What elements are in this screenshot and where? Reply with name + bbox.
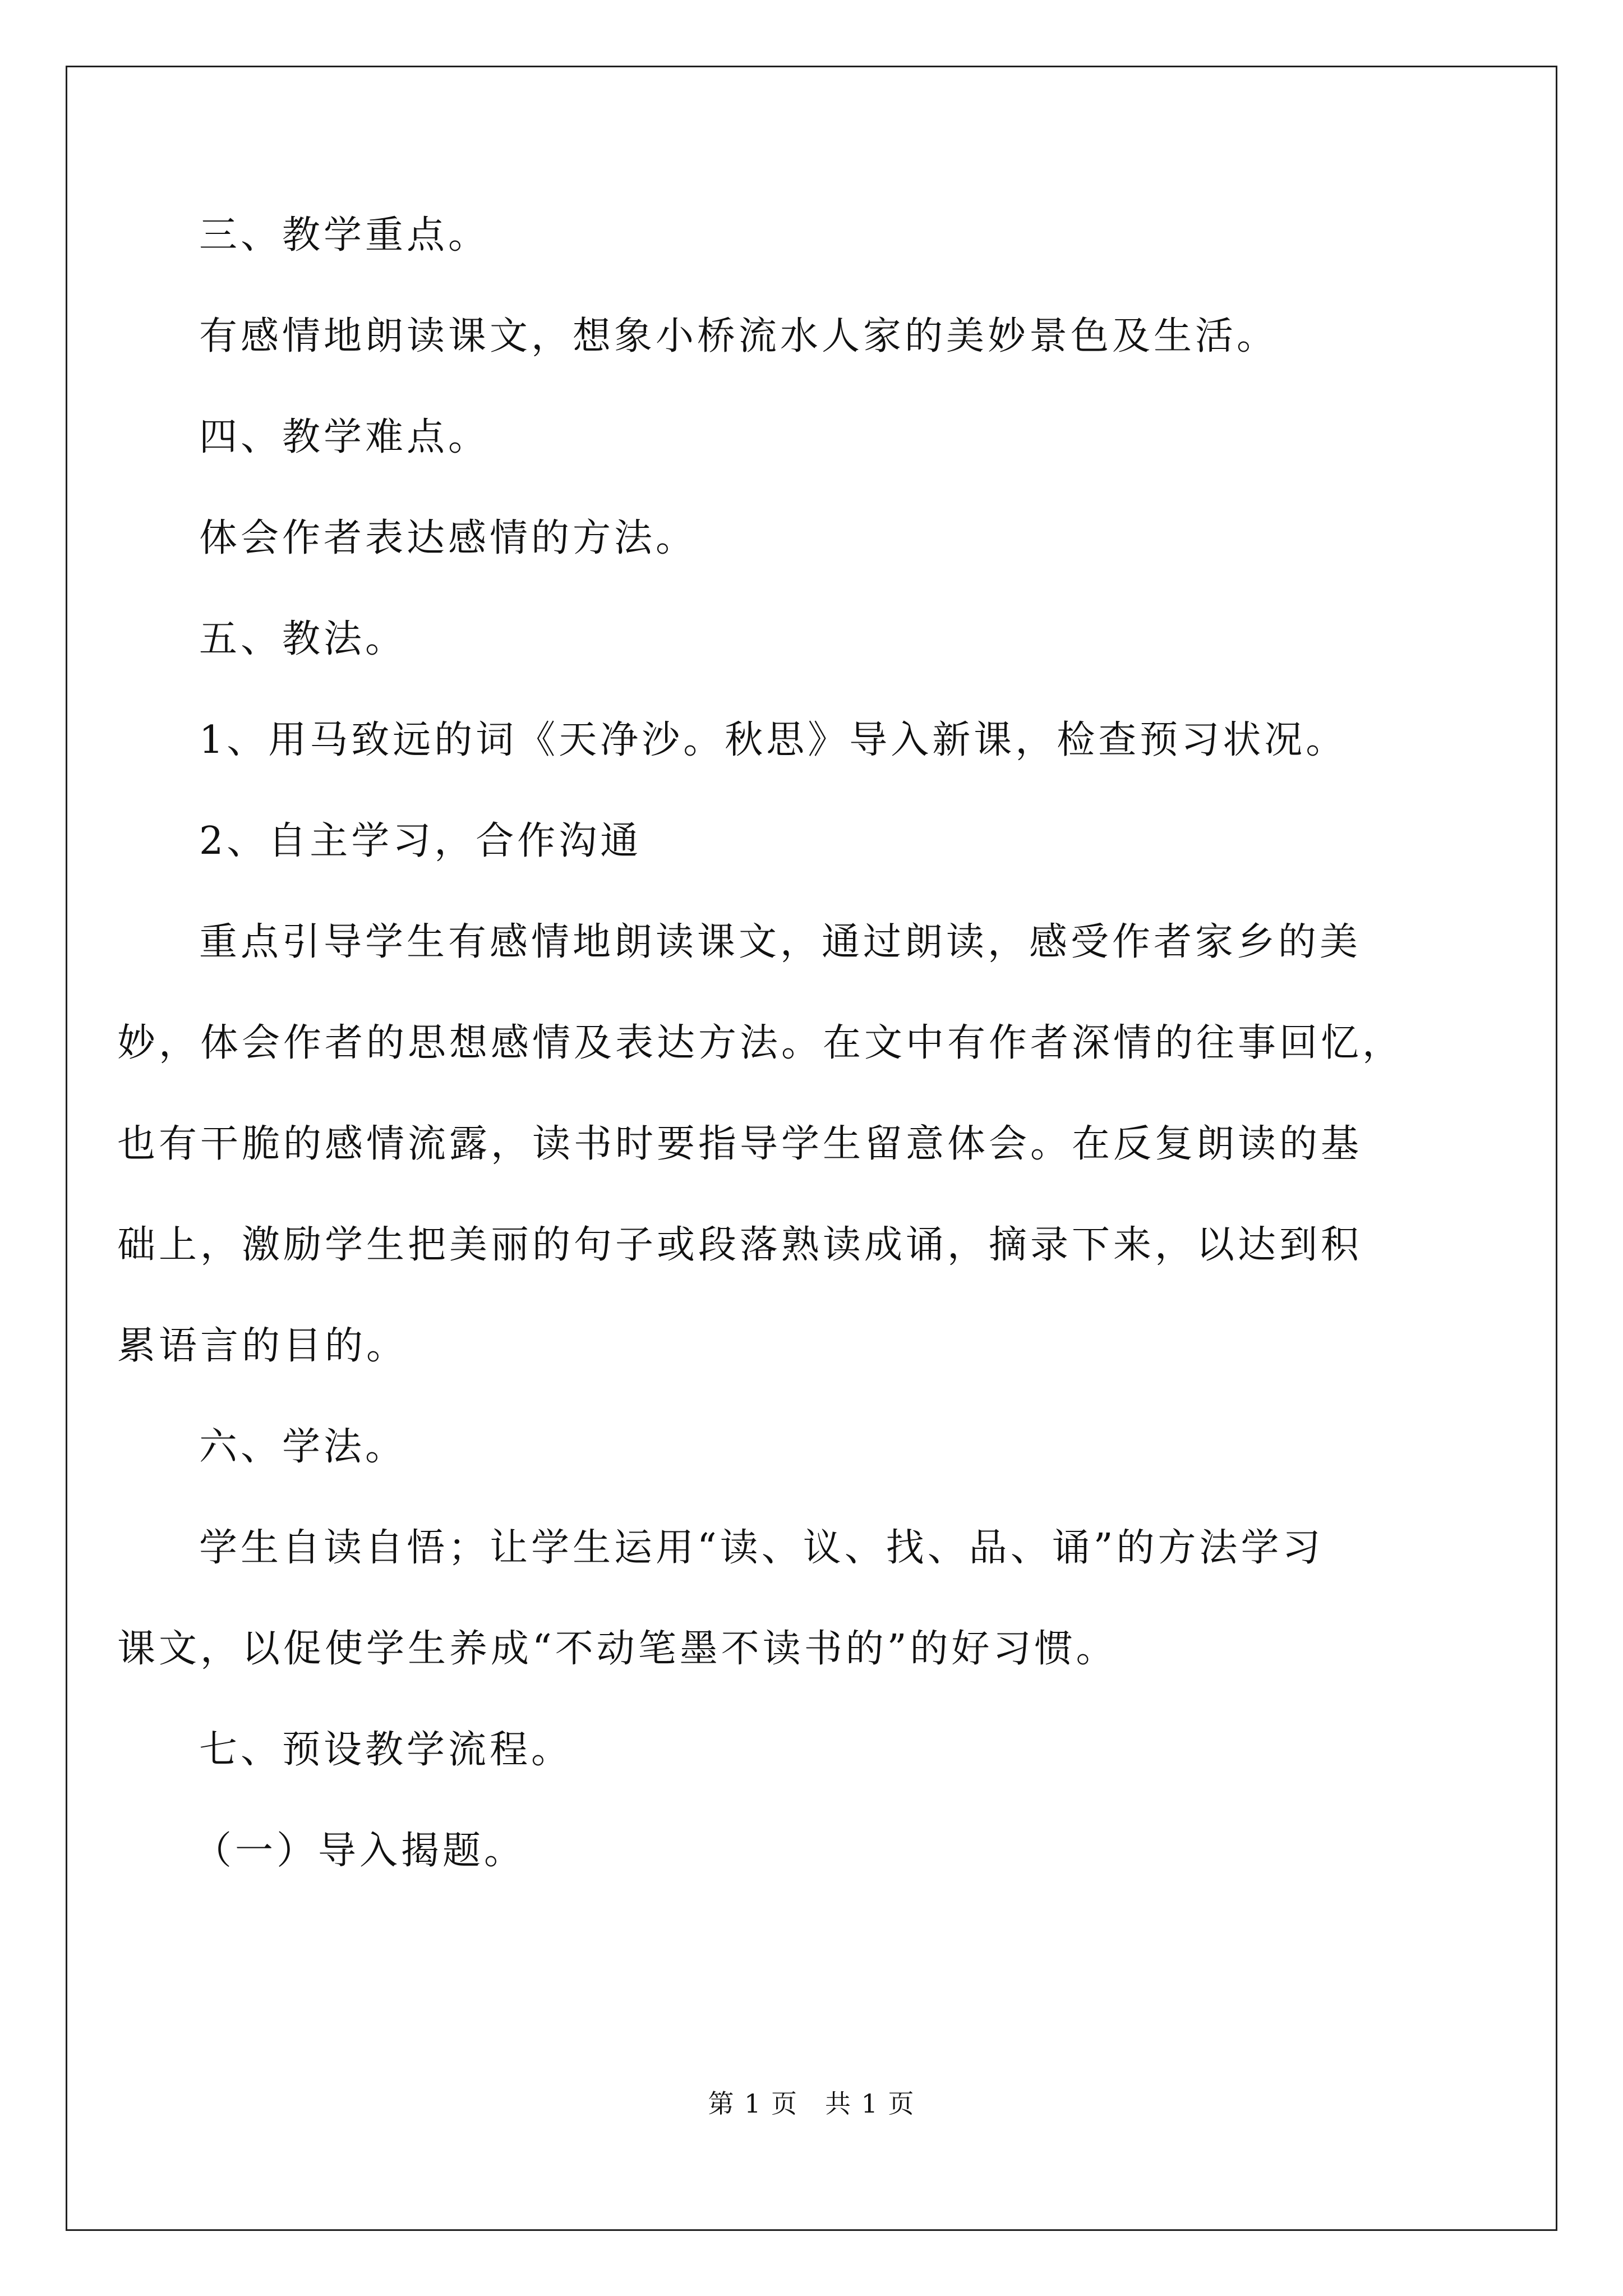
list-item: 2、自主学习，合作沟通	[199, 819, 642, 863]
paragraph-line: 妙，体会作者的思想感情及表达方法。在文中有作者深情的往事回忆，	[117, 1021, 1404, 1065]
paragraph-line: 学生自读自悟；让学生运用“读、议、找、品、诵”的方法学习	[199, 1526, 1324, 1570]
subheading-intro: （一）导入揭题。	[193, 1829, 526, 1873]
heading-teaching-focus: 三、教学重点。	[199, 213, 490, 257]
paragraph-line: 累语言的目的。	[117, 1324, 408, 1368]
heading-learning-method: 六、学法。	[199, 1425, 407, 1469]
paragraph-line: 课文，以促使学生养成“不动笔墨不读书的”的好习惯。	[117, 1627, 1118, 1671]
heading-teaching-method: 五、教法。	[199, 617, 407, 661]
paragraph-line: 重点引导学生有感情地朗读课文，通过朗读，感受作者家乡的美	[199, 920, 1362, 964]
heading-teaching-difficulty: 四、教学难点。	[199, 415, 490, 459]
heading-teaching-flow: 七、预设教学流程。	[199, 1728, 573, 1772]
paragraph-line: 础上，激励学生把美丽的句子或段落熟读成诵，摘录下来，以达到积	[117, 1223, 1363, 1267]
paragraph-line: 也有干脆的感情流露，读书时要指导学生留意体会。在反复朗读的基	[117, 1122, 1363, 1166]
paragraph-line: 体会作者表达感情的方法。	[199, 516, 698, 560]
page-number: 第 1 页 共 1 页	[708, 2088, 915, 2119]
list-item: 1、用马致远的词《天净沙。秋思》导入新课，检查预习状况。	[199, 718, 1348, 762]
paragraph-line: 有感情地朗读课文，想象小桥流水人家的美妙景色及生活。	[199, 314, 1279, 358]
